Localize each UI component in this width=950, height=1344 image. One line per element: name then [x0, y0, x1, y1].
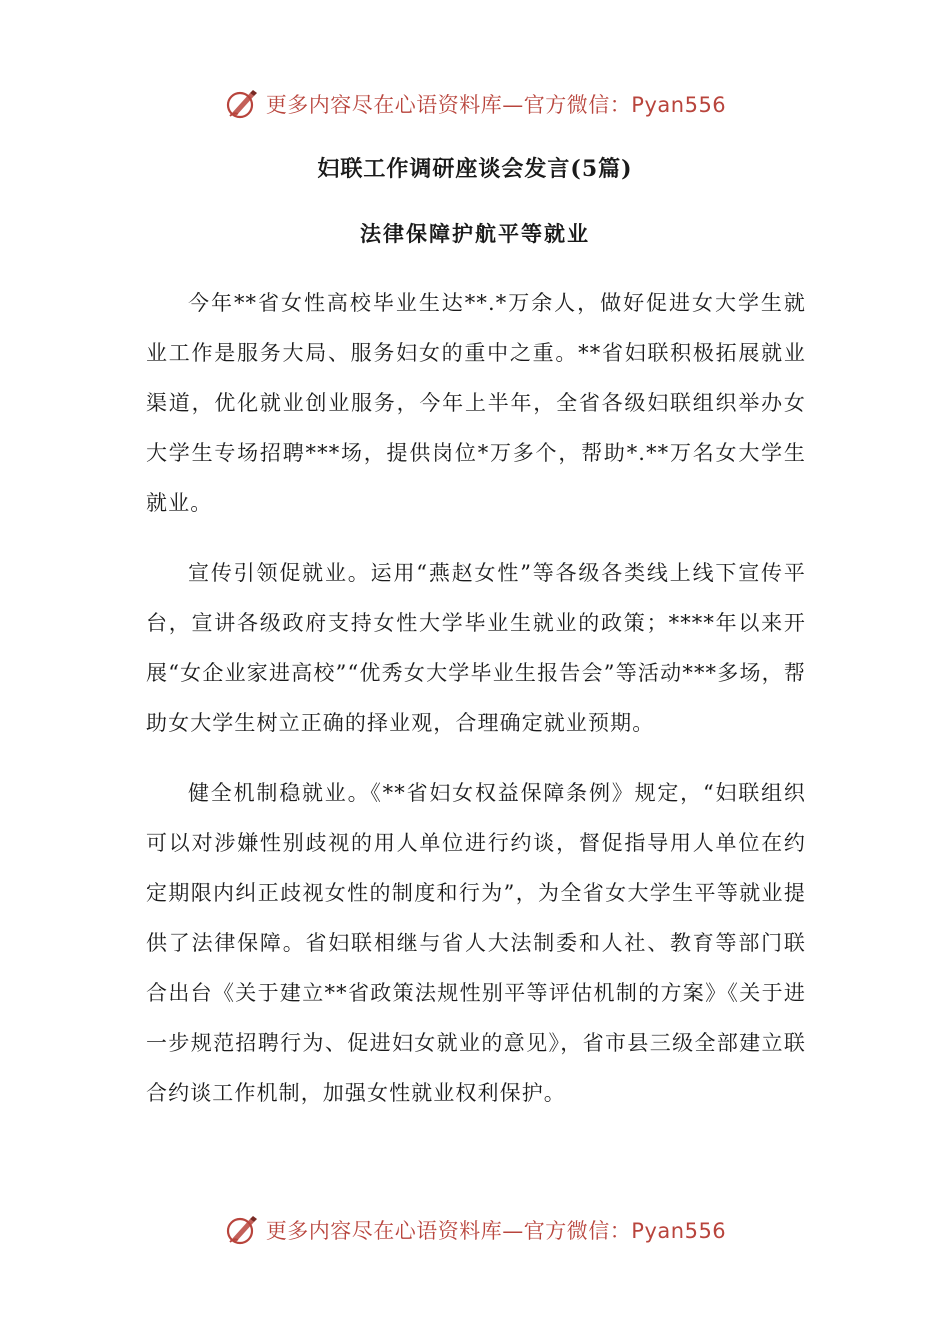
footer-banner: [0, 1210, 950, 1250]
document-subtitle: 法律保障护航平等就业: [360, 221, 590, 246]
document-title: 妇联工作调研座谈会发言(5篇): [317, 156, 633, 182]
document-body: [146, 278, 806, 1138]
paragraph: 健全机制稳就业。《**省妇女权益保障条例》规定，“妇联组织可以对涉嫌性别歧视的用人单位进行约谈，督促指导用人单位在约定期限内纠正歧视女性的制度和行为”，为全省女大学生平等就业提供了法律保障。省妇联相继与省人大法制委和人社、教育等部门联合出台《关于建立**省政策法规性别平等评估机制的方案》《关于进一步规范招聘行为、促进妇女就业的意见》，省市县三级全部建立联合约谈工作机制，加强女性就业权利保护。: [146, 781, 806, 1105]
pen-circle-logo-icon: [224, 86, 260, 122]
paragraph: 宣传引领促就业。运用“燕赵女性”等各级各类线上线下宣传平台，宣讲各级政府支持女性大学毕业生就业的政策；****年以来开展“女企业家进高校”“优秀女大学毕业生报告会”等活动***多场，帮助女大学生树立正确的择业观，合理确定就业预期。: [146, 561, 806, 735]
header-banner-text: 更多内容尽在心语资料库—官方微信：Pyan556: [265, 93, 727, 117]
paragraph: 今年**省女性高校毕业生达**.*万余人，做好促进女大学生就业工作是服务大局、服务妇女的重中之重。**省妇联积极拓展就业渠道，优化就业创业服务，今年上半年，全省各级妇联组织举办女大学生专场招聘***场，提供岗位*万多个，帮助*.**万名女大学生就业。: [146, 291, 806, 515]
footer-banner-text: 更多内容尽在心语资料库—官方微信：Pyan556: [265, 1219, 727, 1243]
pen-circle-logo-icon: [224, 1212, 260, 1248]
header-banner: [0, 84, 950, 124]
